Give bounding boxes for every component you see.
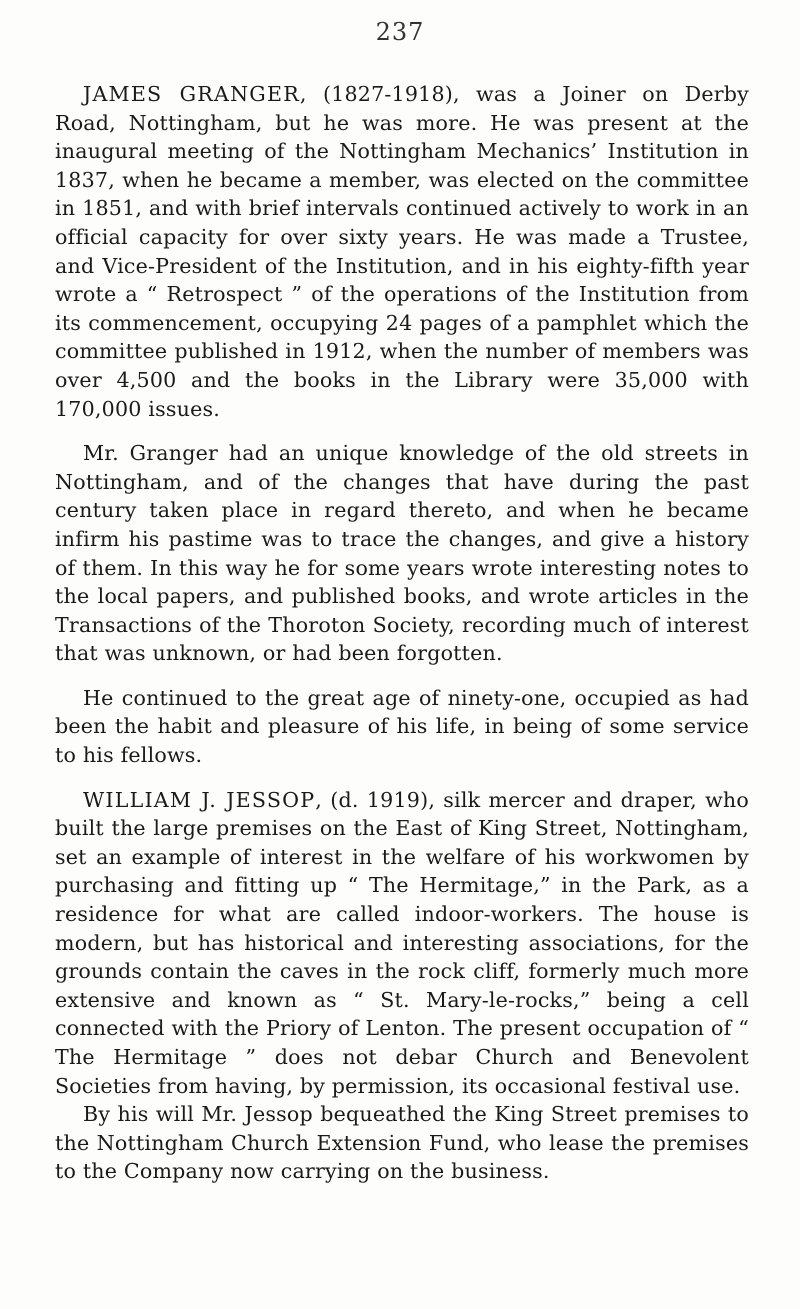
- paragraph-text: , (d. 1919), silk mercer and draper, who built the large premises on the East of King Street, Nottingham, set an example of interest in the welfare of his workwomen by purchasing and fitting up “ The Hermitage,” in the Park, as a residence for what are called indoor-workers. The house is modern, but has historical and interesting associations, for the grounds contain the caves in the rock cliff, formerly much more extensive and known as “ St. Mary-le-rocks,” being a cell connected with the Priory of Lenton. The present occupation of “ The Hermitage ” does not debar Church and Benevolent Societies from having, by permission, its occasional festival use.: [55, 787, 749, 1098]
- paragraph-text: , (1827-1918), was a Joiner on Derby Road, Nottingham, but he was more. He was present at the inaugural meeting of the Nottingham Mechanics’ Institution in 1837, when he became a member, was elected on the committee in 1851, and with brief intervals continued actively to work in an official capacity for over sixty years. He was made a Trustee, and Vice-President of the Institution, and in his eighty-fifth year wrote a “ Retrospect ” of the operations of the Institution from its commencement, occupying 24 pages of a pamphlet which the committee published in 1912, when the number of members was over 4,500 and the books in the Library were 35,000 with 170,000 issues.: [55, 82, 749, 421]
- paragraph-jessop-will: [55, 1100, 749, 1186]
- paragraph-william-jessop: [55, 786, 749, 1101]
- paragraph-james-granger: [55, 80, 749, 423]
- entry-name-james-granger: JAMES GRANGER: [83, 82, 300, 106]
- paragraph-text: Mr. Granger had an unique knowledge of the old streets in Nottingham, and of the changes that have during the past century taken place in regard thereto, and when he became infirm his pastime was to trace the changes, and give a history of them. In this way he for some years wrote interesting notes to the local papers, and published books, and wrote articles in the Transactions of the Thoroton Society, recording much of interest that was unknown, or had been forgotten.: [55, 441, 749, 666]
- paragraph-granger-age: [55, 684, 749, 770]
- paragraph-text: He continued to the great age of ninety-one, occupied as had been the habit and pleasure of his life, in being of some service to his fellows.: [55, 685, 749, 768]
- paragraph-text: By his will Mr. Jessop bequeathed the King Street premises to the Nottingham Church Extension Fund, who lease the premises to the Company now carrying on the business.: [55, 1102, 749, 1184]
- body-text: [55, 80, 749, 1186]
- page-number: 237: [375, 18, 425, 46]
- entry-name-william-jessop: WILLIAM J. JESSOP: [83, 787, 316, 812]
- paragraph-granger-knowledge: [55, 439, 749, 668]
